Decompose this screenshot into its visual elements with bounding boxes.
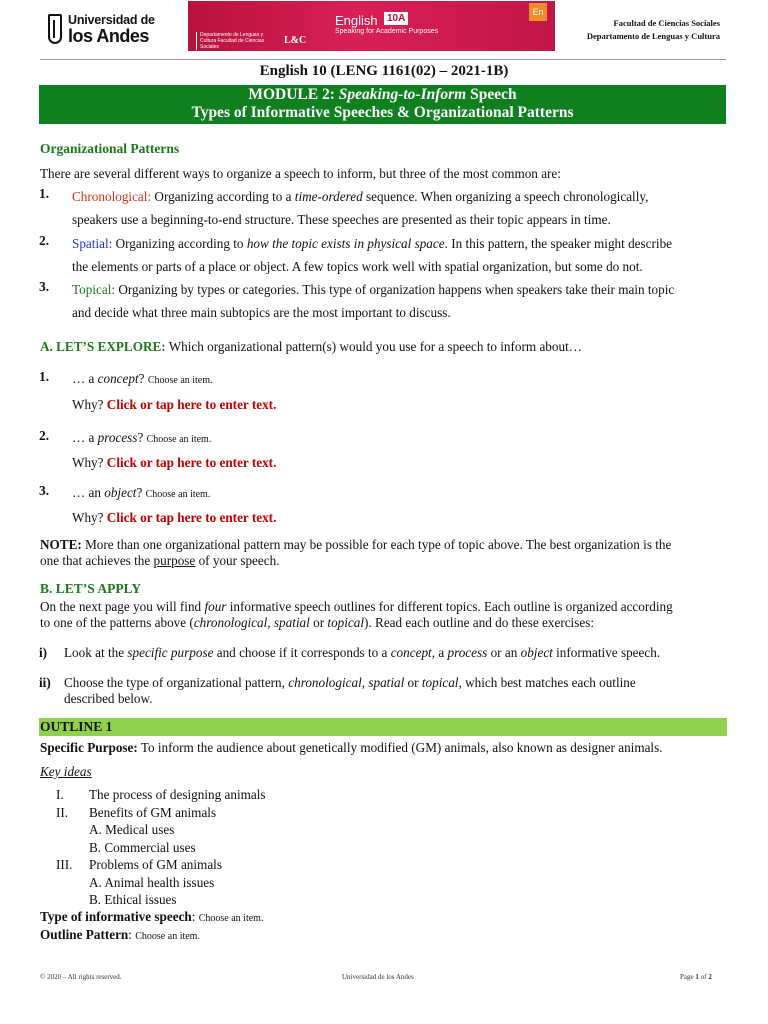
note-label: NOTE: (40, 537, 82, 552)
outline-item-3: Problems of GM animals (89, 857, 222, 872)
org-item-1-line2: speakers use a beginning-to-end structure. These speeches are presented as their topic appears in time. (72, 212, 611, 227)
q1-pre: … a (72, 371, 98, 386)
apply-p1a: On the next page you will find (40, 599, 205, 614)
choose-item-dropdown[interactable]: Choose an item. (146, 434, 212, 445)
outline-num-3: III. (56, 857, 73, 872)
apply-ii-num: ii) (39, 675, 51, 690)
org-num-2: 2. (39, 233, 50, 248)
footer-university: Universidad de los Andes (342, 973, 414, 981)
ii-em1: chronological, spatial (288, 675, 405, 690)
type-of-speech: Type of informative speech: Choose an item. (40, 909, 264, 924)
org-item-2-em: how the topic exists in physical space (246, 236, 445, 251)
university-logo (48, 13, 160, 47)
org-item-1-text-b: sequence. When organizing a speech chronologically, (362, 189, 649, 204)
i-em2: concept (390, 645, 432, 660)
banner-subtitle: Speaking for Academic Purposes (335, 28, 439, 35)
pattern-label: Outline Pattern (40, 927, 129, 942)
org-intro: There are several different ways to organize a speech to inform, but three of the most common are: (40, 166, 561, 181)
page-total: 2 (708, 973, 712, 981)
explore-line (40, 335, 582, 358)
explore-num-1: 1. (39, 369, 50, 384)
org-num-3: 3. (39, 279, 50, 294)
banner-dept: Departamento de Lenguas y Cultura Facultad de Ciencias Sociales (196, 32, 280, 50)
apply-p1 (40, 599, 673, 615)
ii-b: or (404, 675, 422, 690)
note-text2b: of your speech. (195, 553, 280, 568)
module-prefix: MODULE 2: (248, 86, 339, 103)
q1-post: ? (138, 371, 145, 386)
apply-p2b: ). Read each outline and do these exercises: (364, 615, 595, 630)
q2-pre: … a (72, 430, 98, 445)
org-item-2-line2: the elements or parts of a place or object. A few topics work well with spatial organization, but some do not. (72, 259, 643, 274)
course-banner (188, 1, 555, 51)
outline-1-bar: OUTLINE 1 (39, 718, 727, 736)
outline-num-2: II. (56, 805, 69, 820)
course-title: English 10 (LENG 1161(02) – 2021-1B) (259, 63, 509, 79)
faculty-block (587, 17, 720, 43)
q3-pre: … an (72, 485, 105, 500)
outline-item-3a: A. Animal health issues (89, 875, 215, 890)
banner-lc: L&C (284, 35, 307, 46)
explore-q2 (72, 426, 211, 451)
note-text1: More than one organizational pattern may be possible for each type of topic above. The best organization is the (81, 537, 672, 552)
apply-p1em: four (204, 599, 227, 614)
i-em1: specific purpose (127, 645, 214, 660)
i-em3: process (447, 645, 488, 660)
org-item-3-line2: and decide what three main subtopics are the most important to discuss. (72, 305, 451, 320)
org-item-2-text-b: . In this pattern, the speaker might describe (444, 236, 673, 251)
why-label: Why? (72, 397, 107, 412)
type-label: Type of informative speech (40, 909, 192, 924)
q1-em: concept (97, 371, 139, 386)
explore-q1 (72, 367, 213, 392)
faculty-name: Facultad de Ciencias Sociales (613, 18, 720, 28)
label-chronological: Chronological: (72, 189, 152, 204)
outline-item-2b: B. Commercial uses (89, 840, 196, 855)
q3-em: object (104, 485, 137, 500)
footer-copyright: © 2020 – All rights reserved. (40, 973, 122, 981)
explore-num-3: 3. (39, 483, 50, 498)
key-ideas: Key ideas (40, 764, 92, 779)
explore-q3 (72, 481, 210, 506)
explore-num-2: 2. (39, 428, 50, 443)
apply-p2mid: or (309, 615, 328, 630)
sp-label: Specific Purpose: (40, 740, 138, 755)
org-item-1 (72, 185, 648, 208)
org-item-1-em: time-ordered (294, 189, 363, 204)
outline-item-3b: B. Ethical issues (89, 892, 177, 907)
logo-line2: los Andes (68, 26, 149, 46)
explore-why-2 (72, 451, 276, 474)
banner-level: 10A (384, 12, 408, 25)
note-underline: purpose (153, 553, 196, 568)
page-num: 1 (695, 973, 699, 981)
explore-question: Which organizational pattern(s) would you use for a speech to inform about… (165, 339, 582, 354)
module-suffix: Speech (466, 86, 517, 103)
org-item-3 (72, 278, 674, 301)
outline-item-2a: A. Medical uses (89, 822, 175, 837)
outline-num-1: I. (56, 787, 64, 802)
i-c: , a (431, 645, 448, 660)
apply-heading: B. LET’S APPLY (40, 581, 142, 596)
sp-text: To inform the audience about genetically modified (GM) animals, also known as designer animals. (137, 740, 663, 755)
note-text2a: one that achieves the (40, 553, 154, 568)
outline-item-2: Benefits of GM animals (89, 805, 217, 820)
module-italic: Speaking-to-Inform (338, 86, 467, 103)
apply-ii-line2: described below. (64, 691, 153, 706)
specific-purpose (40, 740, 663, 756)
choose-item-dropdown[interactable]: Choose an item. (145, 489, 211, 500)
org-num-1: 1. (39, 186, 50, 201)
explore-heading: A. LET’S EXPLORE: (40, 339, 166, 354)
key-ideas-label (40, 764, 92, 780)
note-line1 (40, 537, 671, 553)
label-topical: Topical: (72, 282, 116, 297)
org-item-2-text: Organizing according to (112, 236, 247, 251)
i-d: or an (487, 645, 521, 660)
enter-text-field[interactable]: Click or tap here to enter text. (106, 397, 277, 412)
enter-text-field[interactable]: Click or tap here to enter text. (106, 455, 277, 470)
apply-i-num: i) (39, 645, 48, 660)
apply-p2em2: topical (327, 615, 365, 630)
header-divider (40, 59, 726, 60)
label-spatial: Spatial: (72, 236, 113, 251)
department-name: Departamento de Lenguas y Cultura (586, 31, 720, 41)
explore-why-1 (72, 393, 276, 416)
org-item-1-text: Organizing according to a (151, 189, 295, 204)
apply-i (64, 645, 660, 661)
why-label: Why? (72, 455, 107, 470)
i-e: informative speech. (552, 645, 661, 660)
choose-item-dropdown[interactable]: Choose an item. (198, 913, 264, 924)
module-banner (39, 85, 726, 124)
note-line2 (40, 553, 280, 569)
module-subtitle: Types of Informative Speeches & Organizational Patterns (191, 104, 574, 121)
q3-post: ? (136, 485, 143, 500)
logo-line1: Universidad de (68, 13, 155, 27)
i-a: Look at the (64, 645, 128, 660)
org-item-2 (72, 232, 672, 255)
enter-text-field[interactable]: Click or tap here to enter text. (106, 510, 277, 525)
i-b: and choose if it corresponds to a (213, 645, 391, 660)
banner-title: English (335, 13, 378, 28)
explore-why-3 (72, 506, 276, 529)
ii-em2: topical (421, 675, 459, 690)
outline-item-1: The process of designing animals (89, 787, 266, 802)
outline-pattern: Outline Pattern: Choose an item. (40, 927, 200, 942)
choose-item-dropdown[interactable]: Choose an item. (135, 931, 200, 942)
ii-c: , which best matches each outline (458, 675, 636, 690)
ii-a: Choose the type of organizational pattern, (64, 675, 289, 690)
apply-p2 (40, 615, 594, 631)
org-heading: Organizational Patterns (40, 141, 180, 156)
page-mid: of (698, 973, 709, 981)
why-label: Why? (72, 510, 107, 525)
footer-page (680, 973, 712, 981)
page-pre: Page (680, 973, 696, 981)
banner-tag: En (529, 3, 547, 21)
q2-post: ? (137, 430, 144, 445)
apply-p1b: informative speech outlines for different topics. Each outline is organized according (226, 599, 673, 614)
apply-ii (64, 675, 636, 691)
choose-item-dropdown[interactable]: Choose an item. (147, 375, 213, 386)
apply-p2a: to one of the patterns above ( (40, 615, 194, 630)
apply-p2em1: chronological, spatial (193, 615, 310, 630)
org-item-3-text: Organizing by types or categories. This type of organization happens when speakers take their main topic (115, 282, 675, 297)
crest-icon (48, 14, 62, 44)
i-em4: object (520, 645, 553, 660)
q2-em: process (97, 430, 138, 445)
